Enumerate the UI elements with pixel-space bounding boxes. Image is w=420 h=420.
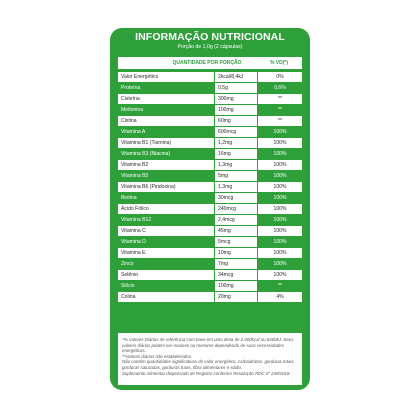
nutrient-quantity: 20mg bbox=[215, 292, 257, 302]
table-row bbox=[118, 171, 302, 181]
footnote: *% Valores Diários de referência com base em uma dieta de 2.000kcal ou 8400kJ. Seus valores diários podem ser maiores ou menores dependendo de suas necessidades energéticas. bbox=[122, 337, 294, 354]
table-row bbox=[118, 259, 302, 269]
nutrient-quantity: 1,2mg bbox=[215, 138, 257, 148]
nutrient-vd: ** bbox=[258, 94, 302, 104]
nutrient-vd: 100% bbox=[258, 149, 302, 159]
nutrient-vd: 100% bbox=[258, 204, 302, 214]
nutrient-name: Colina bbox=[118, 292, 214, 302]
nutrient-quantity: 16mg bbox=[215, 149, 257, 159]
nutrient-quantity: 60mg bbox=[215, 116, 257, 126]
nutrient-vd: 100% bbox=[258, 182, 302, 192]
nutrient-quantity: 10mg bbox=[215, 248, 257, 258]
nutrient-name: Valor Energético bbox=[118, 72, 214, 82]
nutrient-quantity: 2kcal/8,4kJ bbox=[215, 72, 257, 82]
nutrient-name: Selênio bbox=[118, 270, 214, 280]
nutrient-quantity: 100mg bbox=[215, 105, 257, 115]
nutrient-vd: ** bbox=[258, 281, 302, 291]
nutrient-name: Vitamina A bbox=[118, 127, 214, 137]
nutrient-name: Vitamina C bbox=[118, 226, 214, 236]
nutrient-vd: 0,6% bbox=[258, 83, 302, 93]
nutrient-name: Zinco bbox=[118, 259, 214, 269]
nutrient-name: Ácido Fólico bbox=[118, 204, 214, 214]
nutrient-quantity: 300mg bbox=[215, 94, 257, 104]
footnote: Suplemento Alimentar dispensado de Registro conforme Resolução RDC nº 240/2018. bbox=[122, 370, 291, 376]
nutrient-name: Vitamina B1 (Tiamina) bbox=[118, 138, 214, 148]
nutrient-quantity: 240mcg bbox=[215, 204, 257, 214]
nutrient-quantity: 45mg bbox=[215, 226, 257, 236]
nutrient-name: Vitamina B2 bbox=[118, 160, 214, 170]
nutrient-vd: ** bbox=[258, 116, 302, 126]
nutrient-name: Vitamina D bbox=[118, 237, 214, 247]
nutrient-quantity: 600mcg bbox=[215, 127, 257, 137]
nutrient-vd: 100% bbox=[258, 270, 302, 280]
nutrient-name: Vitamina B6 (Piridoxina) bbox=[118, 182, 214, 192]
table-row bbox=[118, 160, 302, 170]
table-row bbox=[118, 281, 302, 291]
footnote: Não contém quantidades significativas de valor energético, carboidratos, gorduras totais, gorduras saturadas, gorduras trans, fibra alimentares e sódio. bbox=[122, 359, 295, 370]
table-row bbox=[118, 149, 302, 159]
table-row bbox=[118, 226, 302, 236]
header-quantity: QUANTIDADE POR PORÇÃO bbox=[172, 60, 242, 66]
table-row bbox=[118, 182, 302, 192]
table-row bbox=[118, 204, 302, 214]
nutrient-name: Vitamina B5 bbox=[118, 171, 214, 181]
table-row bbox=[118, 237, 302, 247]
nutrient-quantity: 5mg bbox=[215, 171, 257, 181]
table-row bbox=[118, 105, 302, 115]
table-row bbox=[118, 83, 302, 93]
nutrient-vd: 100% bbox=[258, 248, 302, 258]
nutrition-facts-card bbox=[110, 28, 310, 390]
nutrient-quantity: 5mcg bbox=[215, 237, 257, 247]
nutrition-table bbox=[118, 72, 302, 303]
nutrition-title: INFORMAÇÃO NUTRICIONAL bbox=[135, 31, 285, 43]
nutrient-vd: 100% bbox=[258, 237, 302, 247]
nutrient-name: Vitamina E bbox=[118, 248, 214, 258]
table-row bbox=[118, 72, 302, 82]
table-row bbox=[118, 270, 302, 280]
table-row bbox=[118, 215, 302, 225]
table-row bbox=[118, 94, 302, 104]
table-row bbox=[118, 138, 302, 148]
nutrient-name: Cisteína bbox=[118, 94, 214, 104]
nutrient-quantity: 34mcg bbox=[215, 270, 257, 280]
serving-size: Porção de 1,0g (2 cápsulas) bbox=[177, 44, 243, 50]
nutrient-name: Biotina bbox=[118, 193, 214, 203]
nutrient-vd: 100% bbox=[258, 138, 302, 148]
nutrient-name: Silício bbox=[118, 281, 214, 291]
nutrient-name: Cistina bbox=[118, 116, 214, 126]
nutrient-vd: 100% bbox=[258, 226, 302, 236]
nutrient-vd: 100% bbox=[258, 193, 302, 203]
nutrient-name: Vitamina B3 (Niacina) bbox=[118, 149, 214, 159]
nutrient-vd: 100% bbox=[258, 171, 302, 181]
nutrient-vd: 100% bbox=[258, 127, 302, 137]
table-header bbox=[118, 57, 302, 69]
nutrient-vd: 4% bbox=[258, 292, 302, 302]
nutrient-quantity: 2,4mcg bbox=[215, 215, 257, 225]
nutrient-quantity: 7mg bbox=[215, 259, 257, 269]
nutrient-quantity: 0,5g bbox=[215, 83, 257, 93]
nutrient-vd: 100% bbox=[258, 160, 302, 170]
nutrient-vd: 100% bbox=[258, 259, 302, 269]
nutrient-quantity: 1,3mg bbox=[215, 160, 257, 170]
nutrient-vd: ** bbox=[258, 105, 302, 115]
nutrient-name: Vitamina B12 bbox=[118, 215, 214, 225]
table-row bbox=[118, 248, 302, 258]
nutrient-vd: 100% bbox=[258, 215, 302, 225]
table-row bbox=[118, 127, 302, 137]
footnote: **Valores diários não estabelecidos. bbox=[122, 353, 193, 359]
nutrient-quantity: 100mg bbox=[215, 281, 257, 291]
footnotes bbox=[118, 333, 302, 385]
nutrient-quantity: 1,3mg bbox=[215, 182, 257, 192]
table-row bbox=[118, 292, 302, 302]
table-row bbox=[118, 193, 302, 203]
nutrient-name: Metionina bbox=[118, 105, 214, 115]
nutrient-name: Proteína bbox=[118, 83, 214, 93]
table-row bbox=[118, 116, 302, 126]
nutrient-vd: 0% bbox=[258, 72, 302, 82]
header-vd: % VD(*) bbox=[269, 60, 289, 66]
nutrient-quantity: 30mcg bbox=[215, 193, 257, 203]
